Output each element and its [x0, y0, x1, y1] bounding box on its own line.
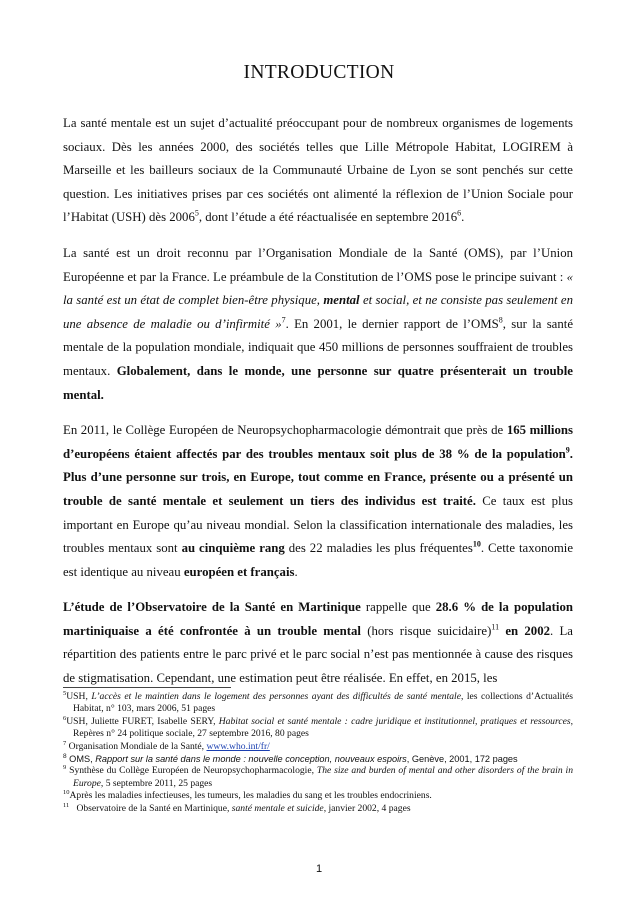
footnote-ref-11[interactable]: 11 — [491, 622, 500, 632]
p2-text-b: . En 2001, le dernier rapport de l’OMS — [285, 316, 499, 331]
p2-quote-b: et social, et ne consiste pas seulement en une absence de maladie ou d’infirmité » — [63, 293, 573, 331]
footnote-text: Synthèse du Collège Européen de Neuropsychopharmacologie, — [66, 765, 317, 777]
footnote-11 — [63, 803, 573, 815]
p2-text-c: , sur la santé mentale de la population mondiale, indiquait que 450 millions de personnes souffraient de troubles mentaux. — [63, 316, 573, 378]
paragraph-2 — [63, 242, 573, 407]
page-number: 1 — [315, 863, 323, 875]
footnote-separator — [63, 687, 231, 688]
footnote-title: The size and burden of mental and other disorders of the brain in Europe — [73, 765, 573, 789]
page-title: INTRODUCTION — [243, 62, 395, 83]
footnote-number: 5 — [63, 689, 67, 697]
paragraph-4 — [63, 596, 573, 690]
p4-bold-year: en 2002 — [499, 623, 551, 638]
footnote-ref-6[interactable]: 6 — [457, 209, 462, 219]
p1-text-c: . — [461, 210, 465, 225]
footnote-ref-7[interactable]: 7 — [281, 315, 286, 325]
paragraph-3 — [63, 419, 573, 584]
p3-bold-a: 165 millions d’européens étaient affectés par des troubles mentaux soit plus de 38 % de la population — [63, 423, 573, 461]
footnote-text: USH, Juliette FURET, Isabelle SERY, — [66, 715, 219, 727]
footnote-text: , 5 septembre 2011, 25 pages — [100, 777, 213, 789]
p3-text-f: des 22 maladies les plus fréquentes — [284, 541, 473, 556]
p2-quote-a: « la santé est un état de complet bien-être physique, — [63, 269, 573, 308]
footnote-ref-9[interactable]: 9 — [565, 445, 570, 455]
footnote-6 — [63, 716, 573, 741]
p2-text-a: La santé est un droit reconnu par l’Organisation Mondiale de la Santé (OMS), par l’Union Européenne et par la France. Le préambule de la Constitution de l’OMS pose le principe suivant : — [63, 245, 573, 284]
footnote-text: , les collections d’Actualités Habitat, n° 103, mars 2006, 51 pages — [73, 691, 573, 715]
p2-bold-conclusion: Globalement, dans le monde, une personne sur quatre présenterait un trouble mental. — [63, 363, 573, 402]
footnote-text: , Genève, 2001, 172 pages — [406, 754, 518, 765]
footnote-number: 7 — [63, 739, 67, 747]
p1-text-b: , dont l’étude a été réactualisée en septembre 2016 — [198, 210, 458, 225]
p4-bold-stat: 28.6 % de la population martiniquaise a été confrontée à un trouble mental — [63, 600, 573, 638]
p3-text-a: En 2011, le Collège Européen de Neuropsychopharmacologie démontrait que près de — [63, 423, 507, 438]
footnote-text: , janvier 2002, 4 pages — [323, 802, 411, 814]
p3-text-i: . — [294, 564, 298, 579]
footnote-number: 6 — [63, 714, 67, 722]
footnote-text: Organisation Mondiale de la Santé, — [66, 740, 207, 752]
p4-text-f: . La répartition des patients entre le parc privé et le parc social n’est pas mentionnée à cause des risques de stigmatisation. Cependant, une estimation peut être réalisée. En effet, en 2015, les — [63, 623, 573, 686]
footnote-9 — [63, 765, 573, 790]
footnote-title: santé mentale et suicide — [231, 802, 324, 814]
p4-text-b: rappelle que — [360, 600, 436, 615]
footnote-7 — [63, 741, 573, 753]
p3-bold-b: . Plus d’une personne sur trois, en Europe, tout comme en France, présente ou a présenté un trouble de santé mentale et seulement un tiers des individus est traité. — [63, 446, 573, 508]
p2-quote-mental: mental — [323, 293, 360, 308]
footnote-5 — [63, 691, 573, 716]
footnote-text: Observatoire de la Santé en Martinique, — [69, 802, 232, 814]
footnote-title: Habitat social et santé mentale : cadre juridique et institutionnel, pratiques et ressources — [218, 715, 571, 727]
who-link[interactable]: www.who.int/fr/ — [206, 740, 270, 752]
footnote-ref-8[interactable]: 8 — [498, 315, 503, 325]
footnote-number: 9 — [63, 764, 67, 772]
paragraph-1 — [63, 112, 573, 230]
p4-bold-study: L’étude de l’Observatoire de la Santé en Martinique — [63, 600, 361, 615]
footnote-8 — [63, 753, 573, 765]
p3-text-g: . Cette taxonomie est identique au niveau — [63, 541, 574, 579]
p3-text-d: Ce taux est plus important en Europe qu’au niveau mondial. Selon la classification internationale des maladies, les troubles mentaux sont — [63, 493, 573, 556]
footnote-number: 11 — [63, 801, 70, 809]
footnote-title: Rapport sur la santé dans le monde : nouvelle conception, nouveaux espoirs — [95, 754, 407, 765]
p4-text-d: (hors risque suicidaire) — [360, 623, 492, 638]
footnote-ref-10[interactable]: 10 — [472, 539, 481, 549]
footnote-number: 8 — [63, 752, 67, 760]
body-text — [63, 112, 573, 703]
footnote-text: Après les maladies infectieuses, les tumeurs, les maladies du sang et les troubles endocriniens. — [69, 790, 432, 802]
footnote-text: USH, — [66, 691, 92, 702]
p1-text-a: La santé mentale est un sujet d’actualité préoccupant pour de nombreux organismes de logements sociaux. Dès les années 2000, des sociétés telles que Lille Métropole Habitat, LOGIREM à Marseille et les bailleurs sociaux de la Communauté Urbaine de Lyon se sont penchés sur cette question. Les initiatives prises par ces sociétés ont alimenté la réflexion de l’Union Sociale pour l’Habitat (USH) dès 2006 — [63, 116, 573, 225]
footnote-text: OMS, — [66, 754, 96, 765]
footnote-ref-5[interactable]: 5 — [194, 209, 199, 219]
footnote-text: , Repères n° 24 politique sociale, 27 septembre 2016, 80 pages — [73, 715, 573, 740]
footnotes — [63, 691, 573, 815]
p3-bold-rank: au cinquième rang — [181, 541, 285, 556]
p3-bold-level: européen et français — [183, 564, 295, 579]
footnote-10 — [63, 790, 573, 802]
footnote-number: 10 — [63, 789, 70, 797]
footnote-title: L’accès et le maintien dans le logement des personnes ayant des difficultés de santé mentale — [91, 691, 461, 702]
